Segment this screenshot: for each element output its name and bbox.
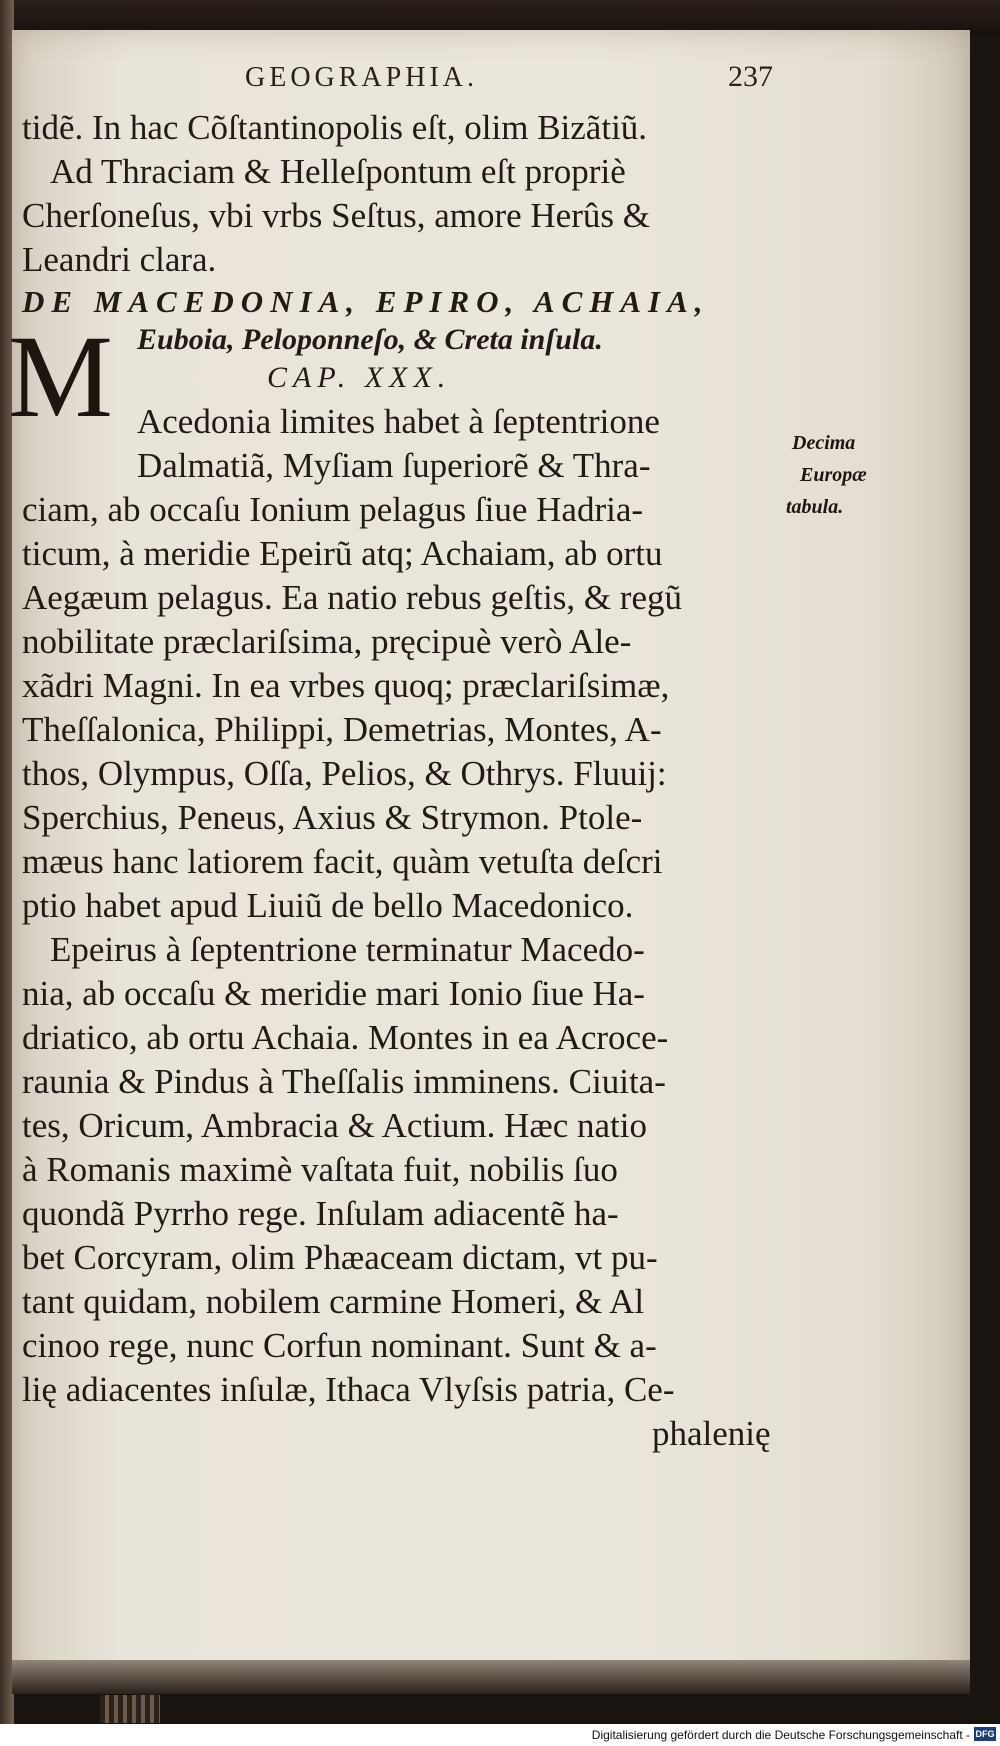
running-head: GEOGRAPHIA. xyxy=(245,62,478,93)
text-line: Cherſoneſus, vbi vrbs Seſtus, amore Herûs & xyxy=(22,196,650,235)
chapter-number: CAP. XXX. xyxy=(267,361,452,394)
text-line: quondã Pyrrho rege. Inſulam adiacentẽ ha- xyxy=(22,1194,619,1233)
text-line: Dalmatiã, Myſiam ſuperiorẽ & Thra- xyxy=(137,446,651,485)
chapter-title: DE MACEDONIA, EPIRO, ACHAIA, xyxy=(22,284,710,319)
text-line: Sperchius, Peneus, Axius & Strymon. Ptole- xyxy=(22,798,643,837)
text-line: ciam, ab occaſu Ionium pelagus ſiue Hadria- xyxy=(22,490,644,529)
text-line: Acedonia limites habet à ſeptentrione xyxy=(137,402,660,441)
page-bottom-shadow xyxy=(12,1660,970,1694)
text-line: nia, ab occaſu & meridie mari Ionio ſiue Ha- xyxy=(22,974,645,1013)
text-line: Theſſalonica, Philippi, Demetrias, Montes, A- xyxy=(22,710,662,749)
text-line: driatico, ab ortu Achaia. Montes in ea Acroce- xyxy=(22,1018,669,1057)
text-line: tant quidam, nobilem carmine Homeri, & Al xyxy=(22,1282,645,1321)
text-line: lię adiacentes inſulæ, Ithaca Vlyſsis patria, Ce- xyxy=(22,1370,675,1409)
text-line: xãdri Magni. In ea vrbes quoq; præclariſsimæ, xyxy=(22,666,670,705)
margin-note: tabula. xyxy=(786,496,844,518)
catchword: phalenię xyxy=(652,1414,771,1453)
text-line: ptio habet apud Liuiũ de bello Macedonico. xyxy=(22,886,634,925)
text-line: tes, Oricum, Ambracia & Actium. Hæc natio xyxy=(22,1106,648,1145)
text-line: à Romanis maximè vaſtata fuit, nobilis ſuo xyxy=(22,1150,618,1189)
drop-cap: M xyxy=(8,311,113,442)
text-line: nobilitate præclariſsima, pręcipuè verò Ale- xyxy=(22,622,632,661)
margin-note: Europæ xyxy=(800,464,867,486)
text-line: Epeirus à ſeptentrione terminatur Macedo- xyxy=(50,930,645,969)
binding-marks xyxy=(100,1695,160,1723)
page-number: 237 xyxy=(728,60,773,93)
text-line: Ad Thraciam & Helleſpontum eſt propriè xyxy=(50,152,626,191)
text-line: raunia & Pindus à Theſſalis imminens. Ciuita- xyxy=(22,1062,666,1101)
book-edge-top xyxy=(0,0,1000,34)
text-line: Leandri clara. xyxy=(22,240,217,279)
text-line: tidẽ. In hac Cõſtantinopolis eſt, olim Bizãtiũ. xyxy=(22,108,648,147)
chapter-subtitle: Euboia, Peloponneſo, & Creta inſula. xyxy=(137,323,603,356)
footer-credit: Digitalisierung gefördert durch die Deutsche Forschungsgemeinschaft - xyxy=(591,1728,970,1742)
text-line: thos, Olympus, Oſſa, Pelios, & Othrys. Fluuij: xyxy=(22,754,667,793)
dfg-logo: DFG xyxy=(975,1729,995,1739)
text-line: mæus hanc latiorem facit, quàm vetuſta deſcri xyxy=(22,842,663,881)
text-line: Aegæum pelagus. Ea natio rebus geſtis, & regũ xyxy=(22,578,682,617)
text-line: bet Corcyram, olim Phæaceam dictam, vt pu- xyxy=(22,1238,658,1277)
margin-note: Decima xyxy=(792,432,856,454)
text-line: cinoo rege, nunc Corfun nominant. Sunt & a- xyxy=(22,1326,657,1365)
text-line: ticum, à meridie Epeirũ atq; Achaiam, ab ortu xyxy=(22,534,663,573)
